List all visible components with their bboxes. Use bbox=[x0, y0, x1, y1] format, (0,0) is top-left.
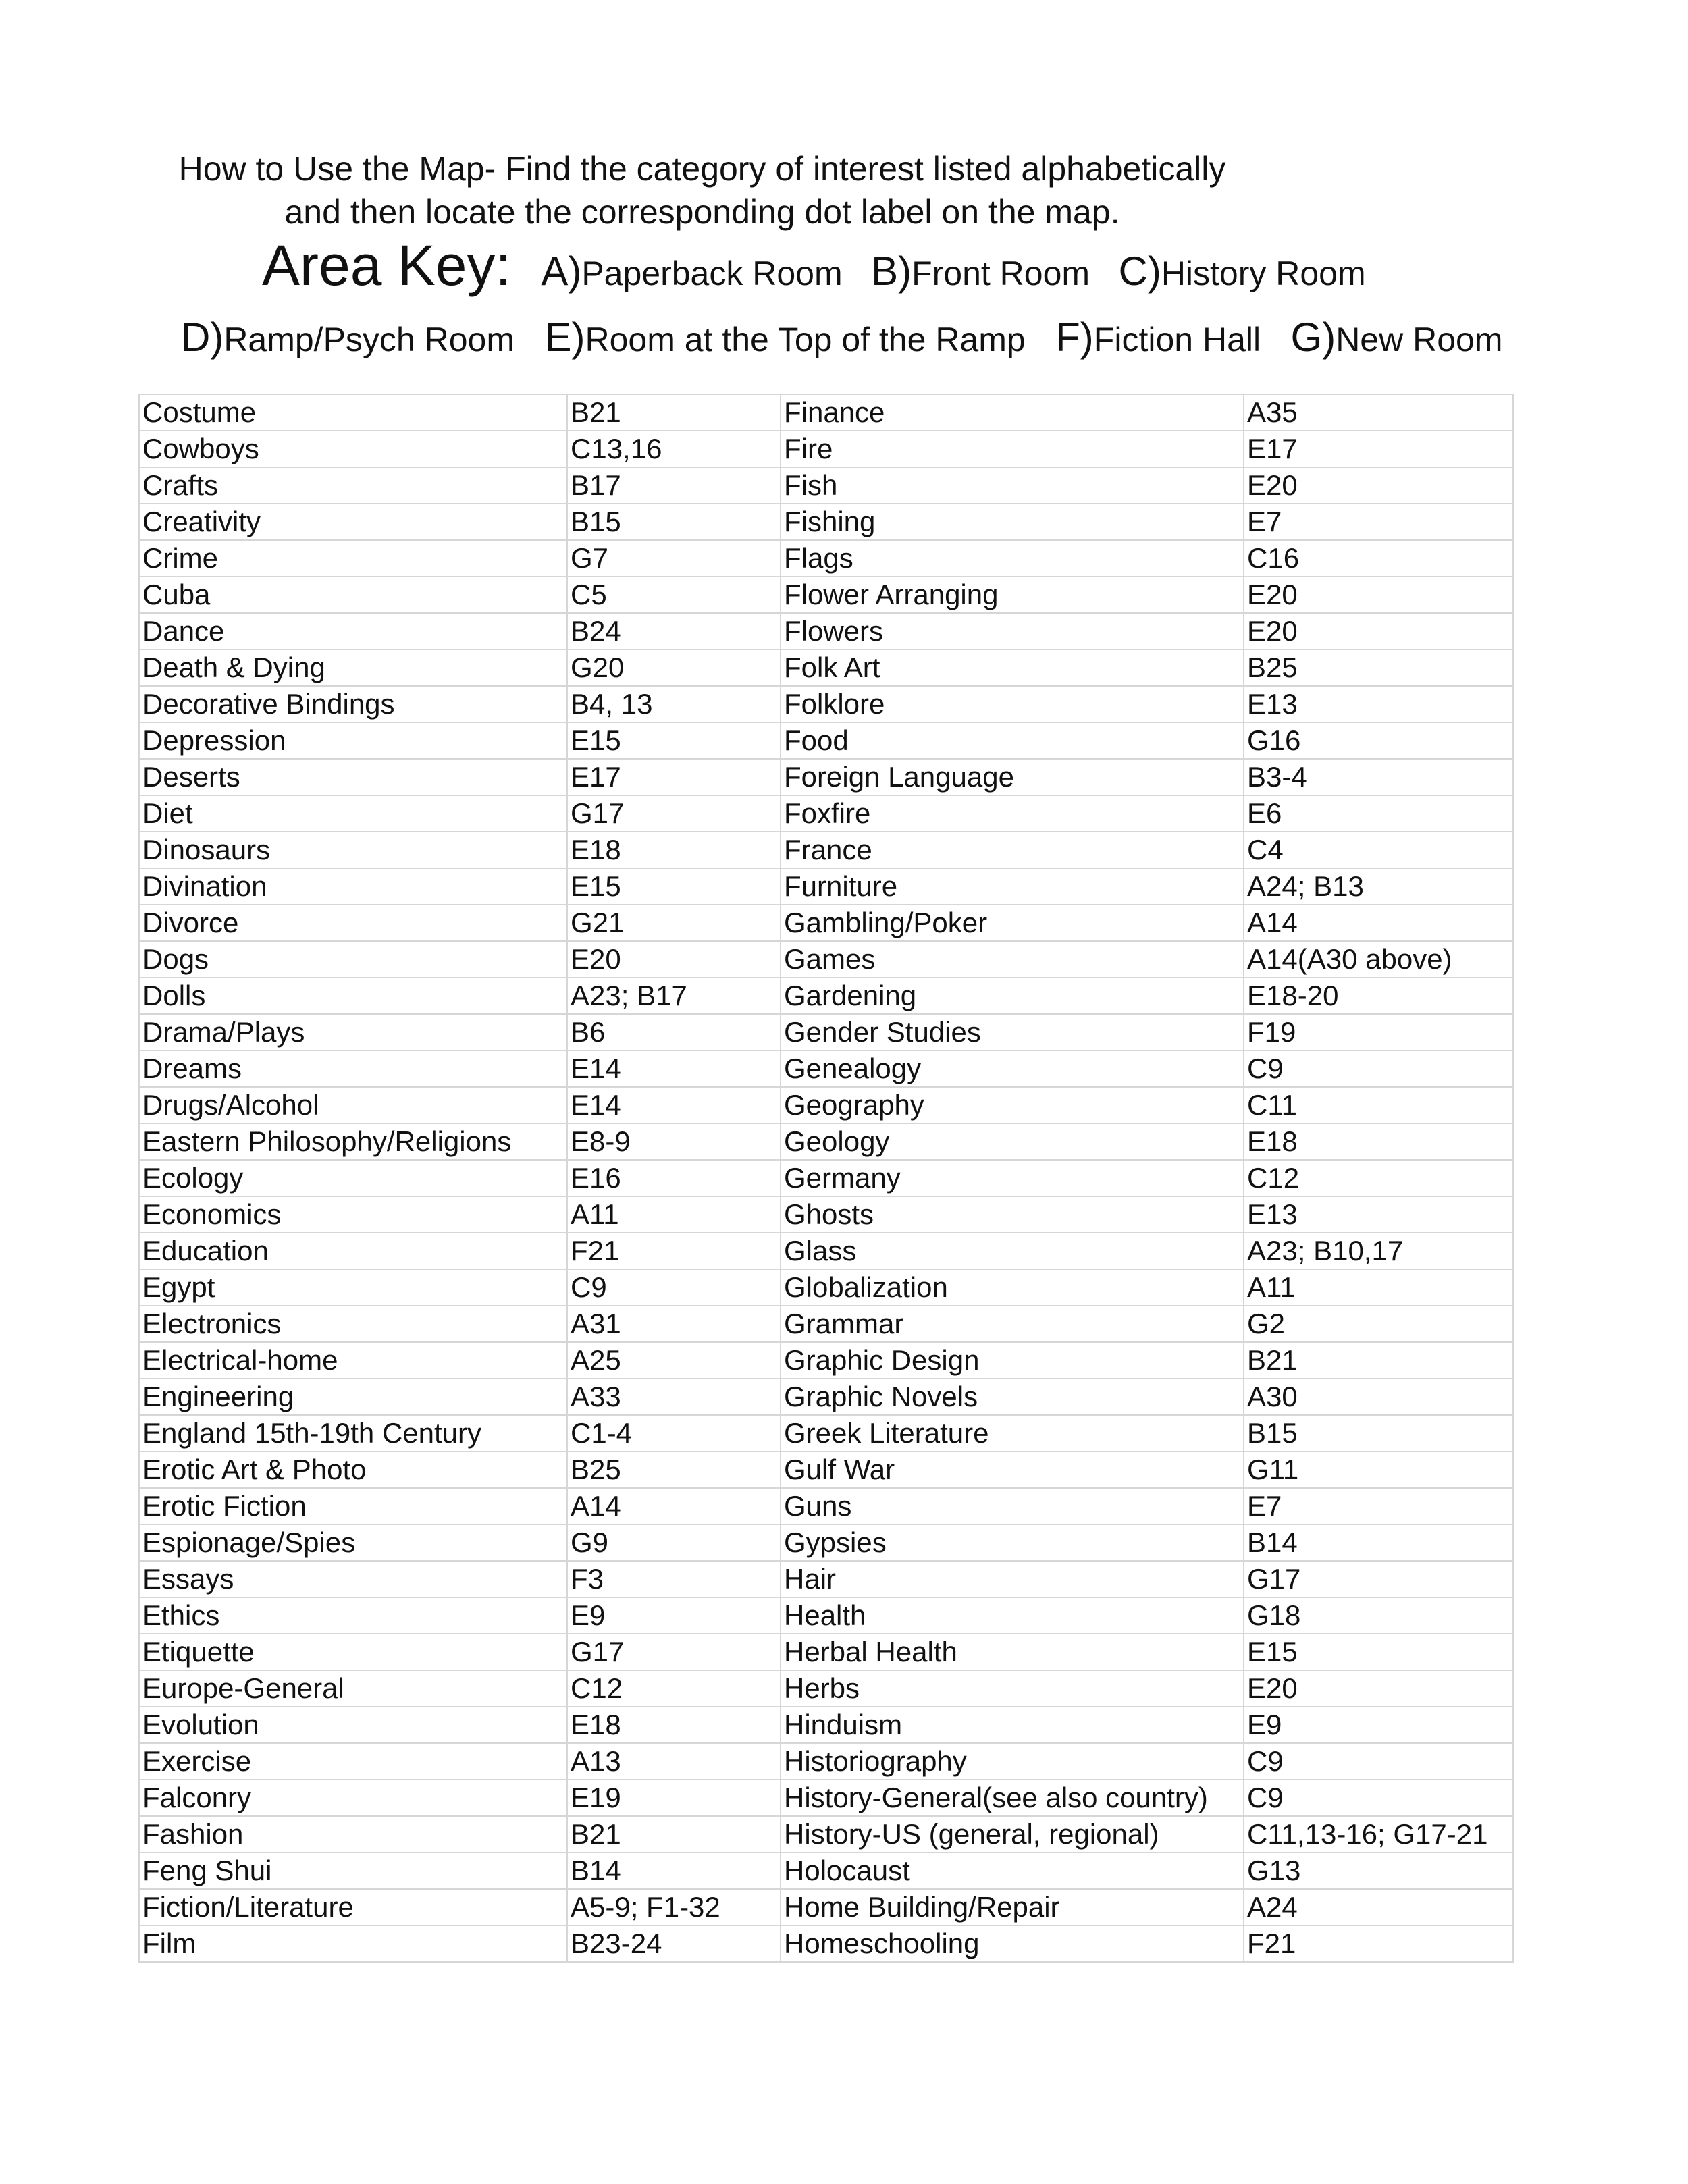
table-row bbox=[139, 1670, 1513, 1707]
location-cell: G17 bbox=[567, 795, 781, 832]
location-cell: B24 bbox=[567, 613, 781, 649]
location-cell: A11 bbox=[1244, 1269, 1513, 1306]
location-cell: E15 bbox=[567, 722, 781, 759]
category-cell: Fishing bbox=[781, 504, 1244, 540]
table-row bbox=[139, 686, 1513, 722]
table-row bbox=[139, 1233, 1513, 1269]
category-cell: Ethics bbox=[139, 1597, 567, 1634]
category-cell: Diet bbox=[139, 795, 567, 832]
category-cell: Europe-General bbox=[139, 1670, 567, 1707]
location-cell: B3-4 bbox=[1244, 759, 1513, 795]
table-row bbox=[139, 649, 1513, 686]
area-key-item-g: G)New Room bbox=[1290, 315, 1503, 360]
location-cell: G17 bbox=[567, 1634, 781, 1670]
location-cell: B15 bbox=[1244, 1415, 1513, 1451]
category-cell: Dreams bbox=[139, 1050, 567, 1087]
table-row bbox=[139, 1853, 1513, 1889]
category-cell: Gender Studies bbox=[781, 1014, 1244, 1050]
category-cell: History-US (general, regional) bbox=[781, 1816, 1244, 1853]
location-cell: E7 bbox=[1244, 1488, 1513, 1524]
category-cell: Depression bbox=[139, 722, 567, 759]
table-row bbox=[139, 1743, 1513, 1780]
location-cell: C9 bbox=[1244, 1050, 1513, 1087]
area-key-item-d: D)Ramp/Psych Room bbox=[181, 315, 515, 360]
location-cell: E14 bbox=[567, 1050, 781, 1087]
category-cell: Finance bbox=[781, 394, 1244, 431]
table-row bbox=[139, 1707, 1513, 1743]
category-cell: Hair bbox=[781, 1561, 1244, 1597]
category-cell: Cowboys bbox=[139, 431, 567, 467]
category-cell: Glass bbox=[781, 1233, 1244, 1269]
category-cell: Herbal Health bbox=[781, 1634, 1244, 1670]
category-cell: Gardening bbox=[781, 978, 1244, 1014]
category-cell: Flower Arranging bbox=[781, 577, 1244, 613]
category-cell: Homeschooling bbox=[781, 1925, 1244, 1962]
table-row bbox=[139, 1780, 1513, 1816]
table-row bbox=[139, 1196, 1513, 1233]
location-cell: B23-24 bbox=[567, 1925, 781, 1962]
location-cell: E9 bbox=[1244, 1707, 1513, 1743]
location-cell: E9 bbox=[567, 1597, 781, 1634]
location-cell: E18-20 bbox=[1244, 978, 1513, 1014]
area-key-item-b: B)Front Room bbox=[871, 248, 1090, 294]
location-cell: B14 bbox=[567, 1853, 781, 1889]
category-cell: Film bbox=[139, 1925, 567, 1962]
category-cell: Geography bbox=[781, 1087, 1244, 1123]
category-cell: Fashion bbox=[139, 1816, 567, 1853]
location-cell: A23; B17 bbox=[567, 978, 781, 1014]
location-cell: E18 bbox=[567, 1707, 781, 1743]
category-cell: Dinosaurs bbox=[139, 832, 567, 868]
location-cell: E17 bbox=[567, 759, 781, 795]
category-cell: Fire bbox=[781, 431, 1244, 467]
location-cell: G17 bbox=[1244, 1561, 1513, 1597]
category-cell: Ghosts bbox=[781, 1196, 1244, 1233]
location-cell: A24; B13 bbox=[1244, 868, 1513, 905]
category-cell: Dogs bbox=[139, 941, 567, 978]
location-cell: A31 bbox=[567, 1306, 781, 1342]
category-cell: Food bbox=[781, 722, 1244, 759]
location-cell: A13 bbox=[567, 1743, 781, 1780]
table-row bbox=[139, 1123, 1513, 1160]
location-cell: E7 bbox=[1244, 504, 1513, 540]
table-row bbox=[139, 1634, 1513, 1670]
location-cell: A30 bbox=[1244, 1379, 1513, 1415]
table-row bbox=[139, 941, 1513, 978]
location-cell: B15 bbox=[567, 504, 781, 540]
table-row bbox=[139, 759, 1513, 795]
category-cell: Folk Art bbox=[781, 649, 1244, 686]
category-cell: Essays bbox=[139, 1561, 567, 1597]
category-cell: History-General(see also country) bbox=[781, 1780, 1244, 1816]
category-cell: Gambling/Poker bbox=[781, 905, 1244, 941]
location-cell: E18 bbox=[567, 832, 781, 868]
location-cell: E17 bbox=[1244, 431, 1513, 467]
location-cell: A5-9; F1-32 bbox=[567, 1889, 781, 1925]
area-key-row-1 bbox=[262, 233, 1392, 298]
table-body bbox=[139, 394, 1513, 1962]
category-cell: Grammar bbox=[781, 1306, 1244, 1342]
category-cell: Creativity bbox=[139, 504, 567, 540]
category-cell: Hinduism bbox=[781, 1707, 1244, 1743]
area-key-label: Area Key: bbox=[262, 234, 511, 297]
category-cell: Divorce bbox=[139, 905, 567, 941]
location-cell: F3 bbox=[567, 1561, 781, 1597]
category-cell: Deserts bbox=[139, 759, 567, 795]
location-cell: F21 bbox=[1244, 1925, 1513, 1962]
table-row bbox=[139, 1597, 1513, 1634]
table-row bbox=[139, 613, 1513, 649]
location-cell: B21 bbox=[567, 1816, 781, 1853]
category-cell: Flowers bbox=[781, 613, 1244, 649]
table-row bbox=[139, 1087, 1513, 1123]
area-key-item-f: F)Fiction Hall bbox=[1055, 315, 1261, 360]
map-instructions bbox=[0, 147, 1688, 234]
category-cell: Fish bbox=[781, 467, 1244, 504]
table-row bbox=[139, 1306, 1513, 1342]
category-cell: Erotic Fiction bbox=[139, 1488, 567, 1524]
location-cell: A24 bbox=[1244, 1889, 1513, 1925]
category-cell: Home Building/Repair bbox=[781, 1889, 1244, 1925]
location-cell: A14 bbox=[567, 1488, 781, 1524]
category-cell: Foxfire bbox=[781, 795, 1244, 832]
category-cell: Espionage/Spies bbox=[139, 1524, 567, 1561]
category-cell: Herbs bbox=[781, 1670, 1244, 1707]
location-cell: A23; B10,17 bbox=[1244, 1233, 1513, 1269]
category-cell: Crime bbox=[139, 540, 567, 577]
category-cell: Drugs/Alcohol bbox=[139, 1087, 567, 1123]
category-cell: Gulf War bbox=[781, 1451, 1244, 1488]
location-cell: G2 bbox=[1244, 1306, 1513, 1342]
location-cell: C5 bbox=[567, 577, 781, 613]
category-cell: Decorative Bindings bbox=[139, 686, 567, 722]
location-cell: C11 bbox=[1244, 1087, 1513, 1123]
table-row bbox=[139, 795, 1513, 832]
table-row bbox=[139, 1925, 1513, 1962]
category-cell: Holocaust bbox=[781, 1853, 1244, 1889]
table-row bbox=[139, 1342, 1513, 1379]
location-cell: G18 bbox=[1244, 1597, 1513, 1634]
table-row bbox=[139, 577, 1513, 613]
table-row bbox=[139, 467, 1513, 504]
location-cell: G21 bbox=[567, 905, 781, 941]
table-row bbox=[139, 1415, 1513, 1451]
category-cell: Health bbox=[781, 1597, 1244, 1634]
table-row bbox=[139, 905, 1513, 941]
category-cell: Feng Shui bbox=[139, 1853, 567, 1889]
category-cell: Etiquette bbox=[139, 1634, 567, 1670]
category-cell: Guns bbox=[781, 1488, 1244, 1524]
location-cell: G20 bbox=[567, 649, 781, 686]
location-cell: G9 bbox=[567, 1524, 781, 1561]
category-cell: Dance bbox=[139, 613, 567, 649]
location-cell: A11 bbox=[567, 1196, 781, 1233]
category-cell: Gypsies bbox=[781, 1524, 1244, 1561]
category-cell: Electronics bbox=[139, 1306, 567, 1342]
table-row bbox=[139, 832, 1513, 868]
category-cell: Graphic Design bbox=[781, 1342, 1244, 1379]
location-cell: B4, 13 bbox=[567, 686, 781, 722]
location-cell: E20 bbox=[1244, 467, 1513, 504]
area-key-item-e: E)Room at the Top of the Ramp bbox=[544, 315, 1026, 360]
category-cell: Crafts bbox=[139, 467, 567, 504]
category-cell: Germany bbox=[781, 1160, 1244, 1196]
location-cell: E20 bbox=[567, 941, 781, 978]
category-cell: Fiction/Literature bbox=[139, 1889, 567, 1925]
area-key-item-c: C)History Room bbox=[1118, 248, 1366, 294]
location-cell: C4 bbox=[1244, 832, 1513, 868]
table-row bbox=[139, 1561, 1513, 1597]
category-cell: Historiography bbox=[781, 1743, 1244, 1780]
category-cell: Folklore bbox=[781, 686, 1244, 722]
location-cell: G16 bbox=[1244, 722, 1513, 759]
location-cell: G7 bbox=[567, 540, 781, 577]
category-cell: Games bbox=[781, 941, 1244, 978]
table-row bbox=[139, 394, 1513, 431]
location-cell: F19 bbox=[1244, 1014, 1513, 1050]
category-cell: Ecology bbox=[139, 1160, 567, 1196]
location-cell: C9 bbox=[567, 1269, 781, 1306]
table-row bbox=[139, 1269, 1513, 1306]
location-cell: E19 bbox=[567, 1780, 781, 1816]
instructions-line-2: and then locate the corresponding dot label on the map. bbox=[284, 193, 1120, 231]
category-cell: Foreign Language bbox=[781, 759, 1244, 795]
location-cell: C12 bbox=[567, 1670, 781, 1707]
location-cell: C9 bbox=[1244, 1780, 1513, 1816]
location-cell: E8-9 bbox=[567, 1123, 781, 1160]
category-cell: Education bbox=[139, 1233, 567, 1269]
location-cell: B21 bbox=[567, 394, 781, 431]
table-row bbox=[139, 868, 1513, 905]
location-cell: B17 bbox=[567, 467, 781, 504]
category-cell: Eastern Philosophy/Religions bbox=[139, 1123, 567, 1160]
category-cell: Genealogy bbox=[781, 1050, 1244, 1087]
location-cell: C1-4 bbox=[567, 1415, 781, 1451]
location-cell: E20 bbox=[1244, 577, 1513, 613]
category-cell: Cuba bbox=[139, 577, 567, 613]
location-cell: B14 bbox=[1244, 1524, 1513, 1561]
category-cell: Dolls bbox=[139, 978, 567, 1014]
table-row bbox=[139, 1050, 1513, 1087]
category-cell: Divination bbox=[139, 868, 567, 905]
category-cell: Electrical-home bbox=[139, 1342, 567, 1379]
location-cell: C9 bbox=[1244, 1743, 1513, 1780]
area-key-row-2 bbox=[181, 314, 1530, 361]
location-cell: E20 bbox=[1244, 1670, 1513, 1707]
location-cell: A14(A30 above) bbox=[1244, 941, 1513, 978]
table-row bbox=[139, 1014, 1513, 1050]
category-cell: Greek Literature bbox=[781, 1415, 1244, 1451]
table-row bbox=[139, 1451, 1513, 1488]
category-cell: Falconry bbox=[139, 1780, 567, 1816]
location-cell: E13 bbox=[1244, 1196, 1513, 1233]
category-cell: England 15th-19th Century bbox=[139, 1415, 567, 1451]
location-cell: C11,13-16; G17-21 bbox=[1244, 1816, 1513, 1853]
instructions-line-1: How to Use the Map- Find the category of interest listed alphabetically bbox=[178, 150, 1226, 188]
category-cell: Engineering bbox=[139, 1379, 567, 1415]
table-row bbox=[139, 540, 1513, 577]
category-location-table bbox=[138, 394, 1514, 1963]
area-key-item-a: A)Paperback Room bbox=[541, 248, 843, 294]
location-cell: C13,16 bbox=[567, 431, 781, 467]
table-row bbox=[139, 1379, 1513, 1415]
location-cell: A33 bbox=[567, 1379, 781, 1415]
table-row bbox=[139, 1160, 1513, 1196]
table-row bbox=[139, 1488, 1513, 1524]
category-cell: Geology bbox=[781, 1123, 1244, 1160]
location-cell: E20 bbox=[1244, 613, 1513, 649]
table-row bbox=[139, 978, 1513, 1014]
category-cell: Flags bbox=[781, 540, 1244, 577]
location-cell: F21 bbox=[567, 1233, 781, 1269]
location-cell: E16 bbox=[567, 1160, 781, 1196]
location-cell: G13 bbox=[1244, 1853, 1513, 1889]
location-cell: E15 bbox=[567, 868, 781, 905]
location-cell: C12 bbox=[1244, 1160, 1513, 1196]
category-cell: Drama/Plays bbox=[139, 1014, 567, 1050]
table-row bbox=[139, 504, 1513, 540]
category-cell: Graphic Novels bbox=[781, 1379, 1244, 1415]
category-cell: France bbox=[781, 832, 1244, 868]
category-cell: Evolution bbox=[139, 1707, 567, 1743]
location-cell: A35 bbox=[1244, 394, 1513, 431]
table-row bbox=[139, 1524, 1513, 1561]
category-cell: Erotic Art & Photo bbox=[139, 1451, 567, 1488]
category-cell: Exercise bbox=[139, 1743, 567, 1780]
category-cell: Egypt bbox=[139, 1269, 567, 1306]
location-cell: A14 bbox=[1244, 905, 1513, 941]
location-cell: C16 bbox=[1244, 540, 1513, 577]
location-cell: G11 bbox=[1244, 1451, 1513, 1488]
location-cell: B25 bbox=[567, 1451, 781, 1488]
location-cell: E6 bbox=[1244, 795, 1513, 832]
location-cell: B21 bbox=[1244, 1342, 1513, 1379]
category-cell: Furniture bbox=[781, 868, 1244, 905]
table-row bbox=[139, 431, 1513, 467]
table-row bbox=[139, 1889, 1513, 1925]
location-cell: B25 bbox=[1244, 649, 1513, 686]
location-cell: E13 bbox=[1244, 686, 1513, 722]
location-cell: B6 bbox=[567, 1014, 781, 1050]
table-row bbox=[139, 1816, 1513, 1853]
location-cell: E14 bbox=[567, 1087, 781, 1123]
table-row bbox=[139, 722, 1513, 759]
location-cell: E18 bbox=[1244, 1123, 1513, 1160]
category-cell: Economics bbox=[139, 1196, 567, 1233]
category-cell: Death & Dying bbox=[139, 649, 567, 686]
location-cell: E15 bbox=[1244, 1634, 1513, 1670]
category-cell: Globalization bbox=[781, 1269, 1244, 1306]
location-cell: A25 bbox=[567, 1342, 781, 1379]
category-cell: Costume bbox=[139, 394, 567, 431]
